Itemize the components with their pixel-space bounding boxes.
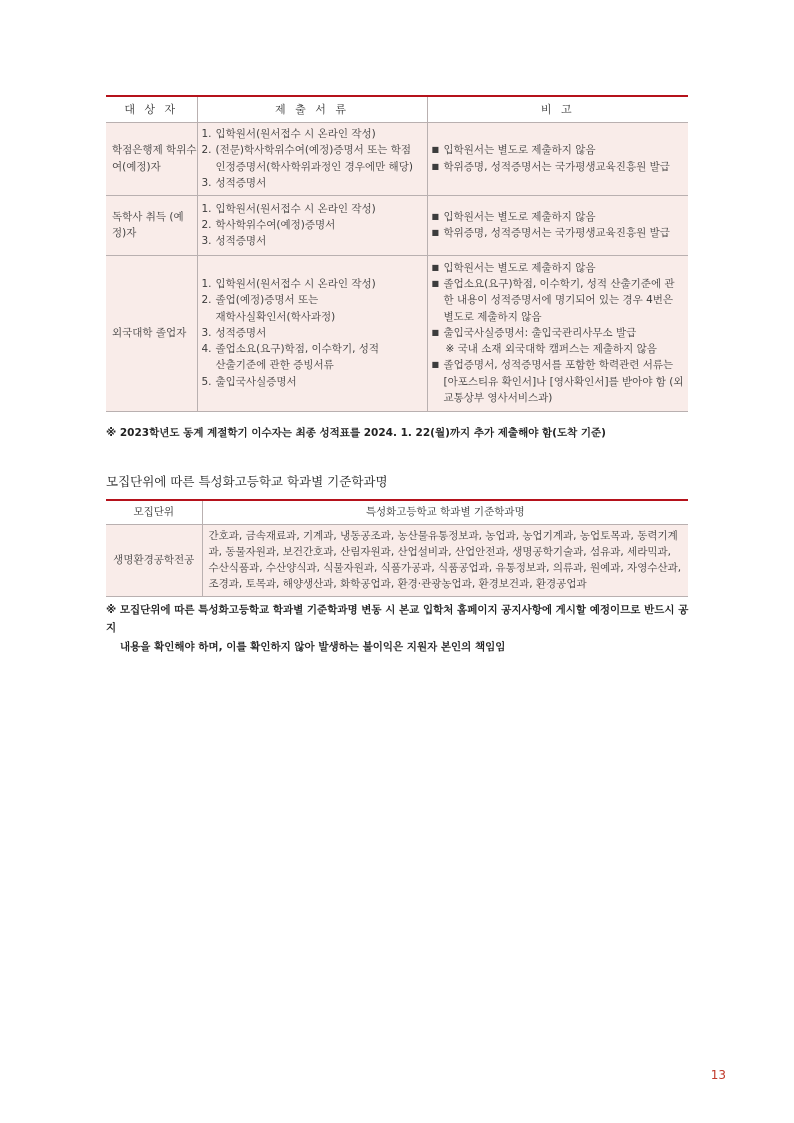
target-cell: 독학사 취득 (예정)자 bbox=[106, 195, 197, 255]
department-table bbox=[106, 499, 688, 597]
document-item: 4. 졸업소요(요구)학점, 이수학기, 성적 산출기준에 관한 증빙서류 bbox=[201, 343, 380, 372]
target-cell: 학점은행제 학위수여(예정)자 bbox=[106, 122, 197, 195]
square-bullet-icon: ■ bbox=[431, 228, 440, 237]
document-item: 1. 입학원서(원서접수 시 온라인 작성) bbox=[201, 127, 376, 140]
remark-item: ■ 학위증명, 성적증명서는 국가평생교육진흥원 발급 bbox=[432, 159, 685, 175]
document-item: 5. 출입국사실증명서 bbox=[201, 375, 297, 388]
remark-item: ■ 입학원서는 별도로 제출하지 않음 bbox=[432, 142, 685, 158]
header-documents: 제 출 서 류 bbox=[197, 96, 427, 122]
summer-winter-session-note: ※ 2023학년도 동계 계절학기 이수자는 최종 성적표를 2024. 1. 22(월)까지 추가 제출해야 함(도착 기준) bbox=[106, 427, 606, 439]
square-bullet-icon: ■ bbox=[431, 327, 440, 337]
target-cell: 외국대학 졸업자 bbox=[106, 255, 197, 411]
documents-cell bbox=[197, 122, 427, 195]
remark-item: ■ 졸업증명서, 성적증명서를 포함한 학력관련 서류는 [아포스티유 확인서]나 [영사확인서]를 받아야 함 (외교통상부 영사서비스과) bbox=[432, 357, 685, 406]
square-bullet-icon: ■ bbox=[431, 262, 440, 272]
square-bullet-icon: ■ bbox=[431, 161, 440, 171]
header-departments: 특성화고등학교 학과별 기준학과명 bbox=[202, 500, 688, 524]
unit-cell: 생명환경공학전공 bbox=[106, 524, 202, 596]
document-item: 1. 입학원서(원서접수 시 온라인 작성) bbox=[201, 278, 376, 291]
remarks-cell bbox=[427, 195, 688, 255]
remarks-cell bbox=[427, 122, 688, 195]
square-bullet-icon: ■ bbox=[431, 279, 440, 289]
document-item: 2. 학사학위수여(예정)증명서 bbox=[201, 218, 336, 231]
square-bullet-icon: ■ bbox=[431, 145, 440, 155]
table-header-row bbox=[106, 96, 688, 122]
square-bullet-icon: ■ bbox=[431, 360, 440, 370]
remark-item: ■ 입학원서는 별도로 제출하지 않음 bbox=[432, 260, 685, 276]
document-item: 1. 입학원서(원서접수 시 온라인 작성) bbox=[201, 202, 376, 215]
header-remarks: 비 고 bbox=[427, 96, 688, 122]
table-row bbox=[106, 524, 688, 596]
document-item: 2. 졸업(예정)증명서 또는 재학사실확인서(학사과정) bbox=[201, 294, 336, 323]
remark-item: ■ 출입국사실증명서: 출입국관리사무소 발급 ※ 국내 소재 외국대학 캠퍼스는 제출하지 않음 bbox=[432, 325, 685, 358]
page-number: 13 bbox=[710, 1068, 726, 1082]
note-line: ※ 모집단위에 따른 특성화고등학교 학과별 기준학과명 변동 시 본교 입학처 홈페이지 공지사항에 게시할 예정이므로 반드시 공지 bbox=[106, 604, 689, 635]
header-target: 대 상 자 bbox=[106, 96, 197, 122]
remark-item: ■ 입학원서는 별도로 제출하지 않음 bbox=[432, 209, 685, 225]
document-item: 3. 성적증명서 bbox=[201, 235, 267, 248]
section-heading: 모집단위에 따른 특성화고등학교 학과별 기준학과명 bbox=[106, 474, 388, 489]
remark-item: ■ 졸업소요(요구)학점, 이수학기, 성적 산출기준에 관한 내용이 성적증명서에 명기되어 있는 경우 4번은 별도로 제출하지 않음 bbox=[432, 276, 685, 325]
documents-cell bbox=[197, 195, 427, 255]
document-item: 3. 성적증명서 bbox=[201, 326, 267, 339]
header-unit: 모집단위 bbox=[106, 500, 202, 524]
remarks-cell bbox=[427, 255, 688, 411]
department-change-note bbox=[106, 601, 696, 656]
note-line: 내용을 확인해야 하며, 이를 확인하지 않아 발생하는 불이익은 지원자 본인의 책임임 bbox=[120, 640, 506, 653]
remark-item: ■ 학위증명, 성적증명서는 국가평생교육진흥원 발급 bbox=[432, 225, 685, 241]
document-item: 2. (전문)학사학위수여(예정)증명서 또는 학점 인정증명서(학사학위과정인 경우에만 해당) bbox=[201, 144, 413, 173]
submission-documents-table bbox=[106, 95, 688, 412]
square-bullet-icon: ■ bbox=[431, 211, 440, 221]
departments-cell: 간호과, 금속재료과, 기계과, 냉동공조과, 농산물유통정보과, 농업과, 농업기계과, 농업토목과, 동력기계과, 동물자원과, 보건간호과, 산림자원과, 산업설비과, 산업안전과, 생명공학기술과, 섬유과, 세라믹과, 수산식품과, 수산양식과, 식물자원과, 식품가공과, 식품공업과, 유통정보과, 의류과, 원예과, 자영수산과, 조경과, 토목과, 해양생산과, 화학공업과, 환경·관광농업과, 환경보건과, 환경공업과 bbox=[202, 524, 688, 596]
table-header-row bbox=[106, 500, 688, 524]
documents-cell bbox=[197, 255, 427, 411]
table-row bbox=[106, 195, 688, 255]
table-row bbox=[106, 122, 688, 195]
table-row bbox=[106, 255, 688, 411]
document-item: 3. 성적증명서 bbox=[201, 176, 267, 189]
